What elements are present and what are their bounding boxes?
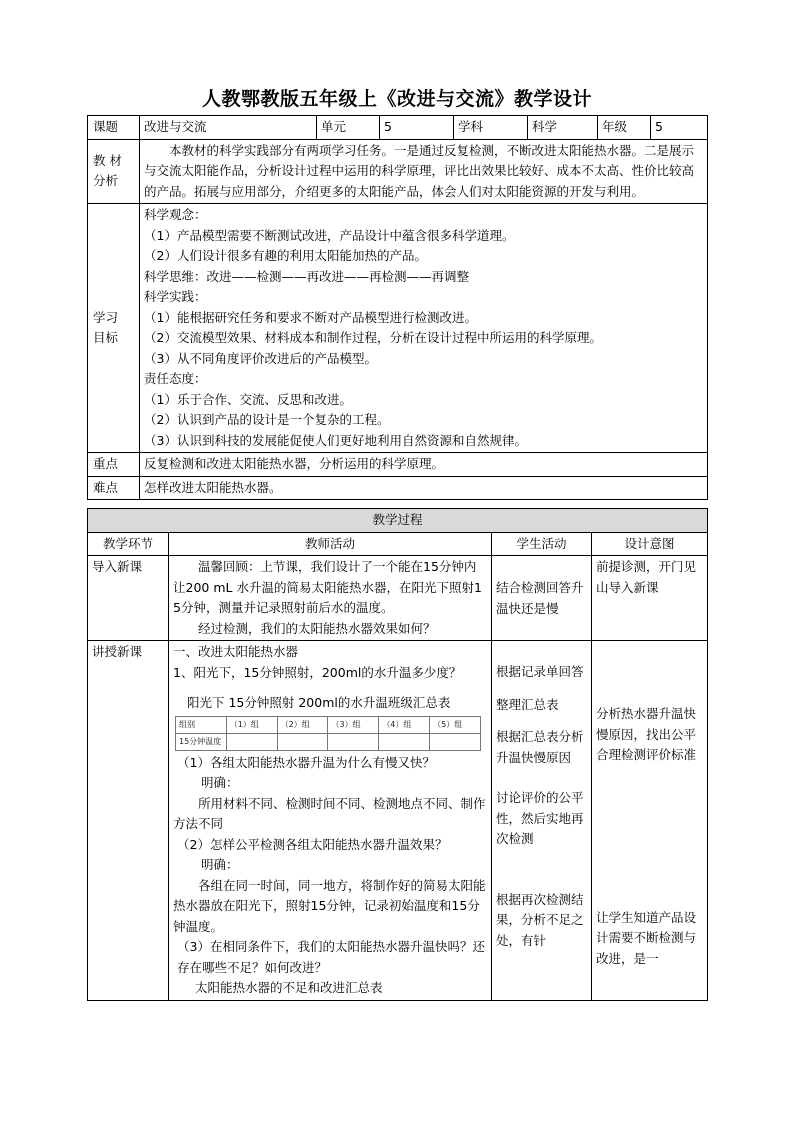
goal-line: （2）人们设计很多有趣的利用太阳能加热的产品。 <box>144 248 427 263</box>
spacer <box>596 642 703 704</box>
col-student: 学生活动 <box>492 532 592 556</box>
intro-teacher-text: 温馨回顾：上节课，我们设计了一个能在15分钟内让200 mL 水升温的简易太阳能热水器，在阳光下照射15分钟，测量并记录照射前后水的温度。 <box>173 559 482 615</box>
student-activity-2: 整理汇总表 <box>496 696 559 712</box>
goals-label-line-1: 学习 <box>93 309 119 325</box>
analysis-row <box>88 139 708 204</box>
student-activity-3: 根据汇总表分析升温快慢原因 <box>496 729 584 765</box>
analysis-label <box>88 139 140 204</box>
grade-label: 年级 <box>598 116 651 140</box>
unit-value: 5 <box>380 116 454 140</box>
goal-line: （2）认识到产品的设计是一个复杂的工程。 <box>144 412 390 427</box>
key-point-text: 反复检测和改进太阳能热水器，分析运用的科学原理。 <box>140 453 708 477</box>
lecture-subquestion-3: （3）在相同条件下，我们的太阳能热水器升温快吗？还存在哪些不足？如何改进？ <box>177 939 485 975</box>
page-title: 人教鄂教版五年级上《改进与交流》教学设计 <box>201 88 592 110</box>
intro-intent: 前提诊测，开门见山导入新课 <box>592 556 708 641</box>
mini-cell: 组别 <box>176 716 227 733</box>
process-columns-row <box>88 532 708 556</box>
col-stage: 教学环节 <box>88 532 169 556</box>
lecture-intent <box>592 641 708 1001</box>
mini-cell <box>430 733 481 750</box>
process-header-row <box>88 509 708 533</box>
process-header: 教学过程 <box>88 509 708 533</box>
mini-cell: （3）组 <box>328 716 379 733</box>
mini-table-title: 阳光下 15分钟照射 200ml的水升温班级汇总表 <box>187 695 451 710</box>
intent-1: 分析热水器升温快慢原因，找出公平合理检测评价标准 <box>596 706 697 762</box>
spacer <box>496 683 587 695</box>
goal-line: 科学观念： <box>144 207 207 222</box>
mini-table-data-row <box>176 733 481 750</box>
info-table <box>87 115 708 500</box>
clarify-answer-1: 所用材料不同、检测时间不同、检测地点不同、制作方法不同 <box>173 795 486 831</box>
col-intent: 设计意图 <box>592 532 708 556</box>
goal-line: （1）能根据研究任务和要求不断对产品模型进行检测改进。 <box>144 309 477 325</box>
temperature-summary-table <box>175 716 481 751</box>
clarify-label-2: 明确： <box>201 857 239 872</box>
mini-cell: （2）组 <box>277 716 328 733</box>
unit-label: 单元 <box>317 116 380 140</box>
analysis-text: 本教材的科学实践部分有两项学习任务。一是通过反复检测，不断改进太阳能热水器。二是展示与交流太阳能作品，分析设计过程中运用的科学原理，评比出效果比较好、成本不太高、性价比较高的产品。拓展与应用部分，介绍更多的太阳能产品，体会人们对太阳能资源的开发与利用。 <box>140 139 708 204</box>
goals-text <box>140 204 708 453</box>
intro-row <box>88 556 708 641</box>
mini-cell <box>277 733 328 750</box>
difficulty-label: 难点 <box>88 476 140 500</box>
goal-line: （3）认识到科技的发展能促使人们更好地利用自然资源和自然规律。 <box>144 432 527 448</box>
key-point-row <box>88 453 708 477</box>
key-point-label: 重点 <box>88 453 140 477</box>
mini-cell: （4）组 <box>379 716 430 733</box>
lesson-plan-document <box>87 115 707 1001</box>
difficulty-text: 怎样改进太阳能热水器。 <box>140 476 708 500</box>
topic-label: 课题 <box>88 116 140 140</box>
intro-student: 结合检测回答升温快还是慢 <box>492 556 592 641</box>
goals-label-line-2: 目标 <box>93 330 119 345</box>
analysis-label-line-2: 分析 <box>93 173 119 189</box>
mini-cell: （1）组 <box>226 716 277 733</box>
clarify-answer-2: 各组在同一时间，同一地方，将制作好的简易太阳能热水器放在阳光下，照射15分钟，记录初始温度和15分钟温度。 <box>173 877 486 934</box>
spacer <box>496 642 587 662</box>
intro-stage: 导入新课 <box>88 556 169 641</box>
mini-cell <box>226 733 277 750</box>
mini-cell <box>328 733 379 750</box>
spacer <box>173 683 487 693</box>
lecture-stage: 讲授新课 <box>88 641 169 1001</box>
spacer <box>496 850 587 890</box>
mini-table-header-row <box>176 716 481 733</box>
lecture-subquestion-2: （2）怎样公平检测各组太阳能热水器升温效果？ <box>177 836 448 852</box>
spacer <box>496 768 587 788</box>
subject-label: 学科 <box>454 116 528 140</box>
lecture-teacher <box>169 641 492 1001</box>
goal-line: 科学实践： <box>144 289 207 304</box>
goal-line: （2）交流模型效果、材料成本和制作过程，分析在设计过程中所运用的科学原理。 <box>144 330 602 345</box>
goal-line: （1）乐于合作、交流、反思和改进。 <box>144 391 352 407</box>
goal-line: （1）产品模型需要不断测试改进，产品设计中蕴含很多科学道理。 <box>144 227 515 243</box>
student-activity-4: 讨论评价的公平性，然后实地再次检测 <box>496 790 584 846</box>
summary-table-title: 太阳能热水器的不足和改进汇总表 <box>195 980 383 995</box>
spacer <box>496 715 587 727</box>
process-table <box>87 508 708 1001</box>
lecture-student <box>492 641 592 1001</box>
goal-line: （3）从不同角度评价改进后的产品模型。 <box>144 350 377 366</box>
clarify-label-1: 明确： <box>201 775 239 790</box>
col-teacher: 教师活动 <box>169 532 492 556</box>
lecture-heading: 一、改进太阳能热水器 <box>173 644 299 659</box>
goals-label <box>88 204 140 453</box>
analysis-label-line-1: 教 材 <box>93 152 122 168</box>
mini-cell: 15分钟温度 <box>176 733 227 750</box>
subject-value: 科学 <box>528 116 598 140</box>
mini-cell: （5）组 <box>430 716 481 733</box>
topic-value: 改进与交流 <box>140 116 317 140</box>
goal-line: 科学思维：改进——检测——再改进——再检测——再调整 <box>144 268 470 284</box>
lecture-row <box>88 641 708 1001</box>
topic-row <box>88 116 708 140</box>
grade-value: 5 <box>651 116 708 140</box>
mini-cell <box>379 733 430 750</box>
goals-row <box>88 204 708 453</box>
intent-2: 让学生知道产品设计需要不断检测与改进，是一 <box>596 909 697 966</box>
lecture-question-1: 1、阳光下，15分钟照射，200ml的水升温多少度？ <box>173 664 462 680</box>
student-activity-5: 根据再次检测结果，分析不足之处，有针 <box>496 891 584 948</box>
student-activity-1: 根据记录单回答 <box>496 664 584 679</box>
intro-teacher <box>169 556 492 641</box>
intro-teacher-question: 经过检测，我们的太阳能热水器效果如何？ <box>198 620 436 636</box>
goal-line: 责任态度： <box>144 371 207 386</box>
spacer <box>596 766 703 908</box>
lecture-subquestion-1: （1）各组太阳能热水器升温为什么有慢又快？ <box>177 754 435 770</box>
difficulty-row <box>88 476 708 500</box>
